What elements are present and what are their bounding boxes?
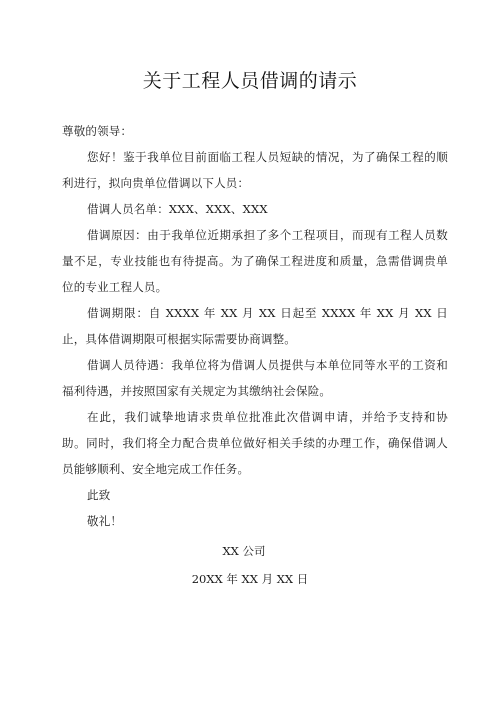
salutation: 尊敬的领导：	[62, 124, 133, 138]
closing-line-1: 此致	[87, 488, 111, 502]
paragraph-treatment: 借调人员待遇：我单位将为借调人员提供与本单位同等水平的工资和福利待遇，并按照国家有关规定为其缴纳社会保险。	[62, 358, 448, 398]
paragraph-request: 在此，我们诚挚地请求贵单位批准此次借调申请，并给予支持和协助。同时，我们将全力配合贵单位做好相关手续的办理工作，确保借调人员能够顺利、安全地完成工作任务。	[62, 410, 448, 476]
paragraph-personnel-list: 借调人员名单：XXX、XXX、XXX	[87, 202, 268, 216]
paragraph-reason: 借调原因：由于我单位近期承担了多个工程项目，而现有工程人员数量不足，专业技能也有待提高。为了确保工程进度和质量，急需借调贵单位的专业工程人员。	[62, 228, 448, 294]
signature-date: 20XX 年 XX 月 XX 日	[191, 572, 309, 586]
signature-company: XX 公司	[222, 544, 266, 558]
document-title: 关于工程人员借调的请示	[142, 70, 358, 92]
paragraph-term: 借调期限：自 XXXX 年 XX 月 XX 日起至 XXXX 年 XX 月 XX 日止，具体借调期限可根据实际需要协商调整。	[62, 306, 448, 346]
paragraph-greeting: 您好！鉴于我单位目前面临工程人员短缺的情况，为了确保工程的顺利进行，拟向贵单位借调以下人员：	[62, 150, 448, 190]
closing-line-2: 敬礼！	[87, 514, 123, 528]
